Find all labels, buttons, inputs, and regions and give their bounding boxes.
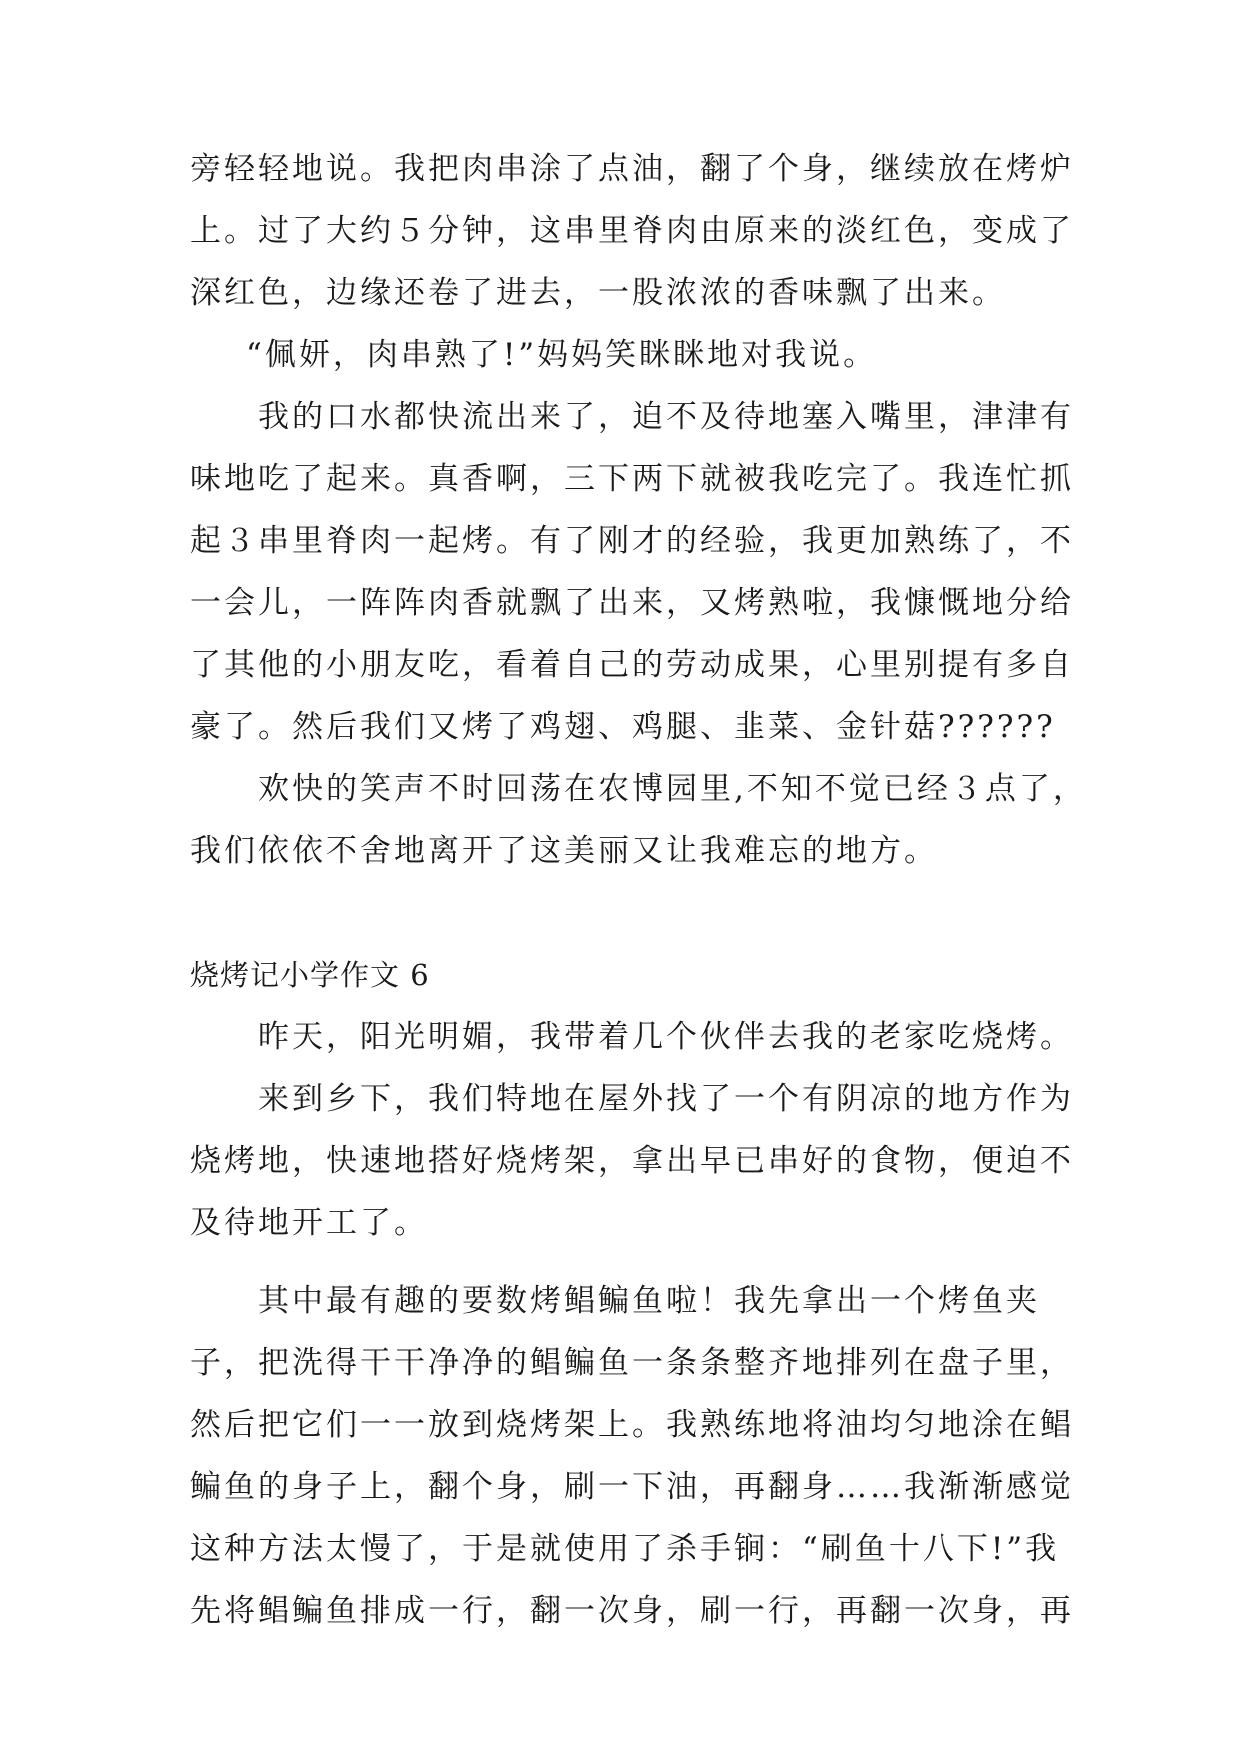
- text-line: 味地吃了起来。真香啊，三下两下就被我吃完了。我连忙抓: [190, 461, 1074, 497]
- text-line: “佩妍，肉串熟了!”妈妈笑眯眯地对我说。: [246, 337, 878, 373]
- document-page: [190, 138, 1087, 1642]
- text-line: 了其他的小朋友吃，看着自己的劳动成果，心里别提有多自: [190, 647, 1074, 683]
- text-line: 昨天，阳光明媚，我带着几个伙伴去我的老家吃烧烤。: [258, 1019, 1074, 1055]
- text-line: 一会儿，一阵阵肉香就飘了出来，又烤熟啦，我慷慨地分给: [190, 585, 1074, 621]
- text-line: 然后把它们一一放到烧烤架上。我熟练地将油均匀地涂在鲳: [190, 1407, 1074, 1443]
- text-line: 欢快的笑声不时回荡在农博园里,不知不觉已经３点了，: [258, 771, 1087, 807]
- text-line: 我们依依不舍地离开了这美丽又让我难忘的地方。: [190, 833, 938, 869]
- text-line: 及待地开工了。: [190, 1205, 428, 1241]
- text-line: 深红色，边缘还卷了进去，一股浓浓的香味飘了出来。: [190, 275, 1006, 311]
- text-line: 其中最有趣的要数烤鲳鳊鱼啦！我先拿出一个烤鱼夹: [258, 1283, 1040, 1319]
- text-line: 鳊鱼的身子上，翻个身，刷一下油，再翻身……我渐渐感觉: [190, 1469, 1074, 1505]
- text-line: 旁轻轻地说。我把肉串涂了点油，翻了个身，继续放在烤炉: [190, 151, 1074, 187]
- text-line: 这种方法太慢了，于是就使用了杀手锏：“刷鱼十八下!”我: [190, 1531, 1060, 1567]
- text-line: 先将鲳鳊鱼排成一行，翻一次身，刷一行，再翻一次身，再: [190, 1593, 1074, 1629]
- text-line: 起３串里脊肉一起烤。有了刚才的经验，我更加熟练了，不: [190, 523, 1074, 559]
- text-line: 上。过了大约５分钟，这串里脊肉由原来的淡红色，变成了: [190, 213, 1074, 249]
- paragraph-spacer: [190, 1254, 1060, 1270]
- text-line: 我的口水都快流出来了，迫不及待地塞入嘴里，津津有: [258, 399, 1074, 435]
- section-spacer: [190, 882, 1060, 944]
- section-title: 烧烤记小学作文 6: [190, 958, 430, 992]
- text-line: 豪了。然后我们又烤了鸡翅、鸡腿、韭菜、金针菇??????: [190, 709, 1056, 745]
- text-line: 子，把洗得干干净净的鲳鳊鱼一条条整齐地排列在盘子里，: [190, 1345, 1074, 1381]
- text-line: 来到乡下，我们特地在屋外找了一个有阴凉的地方作为: [258, 1081, 1074, 1117]
- text-line: 烧烤地，快速地搭好烧烤架，拿出早已串好的食物，便迫不: [190, 1143, 1074, 1179]
